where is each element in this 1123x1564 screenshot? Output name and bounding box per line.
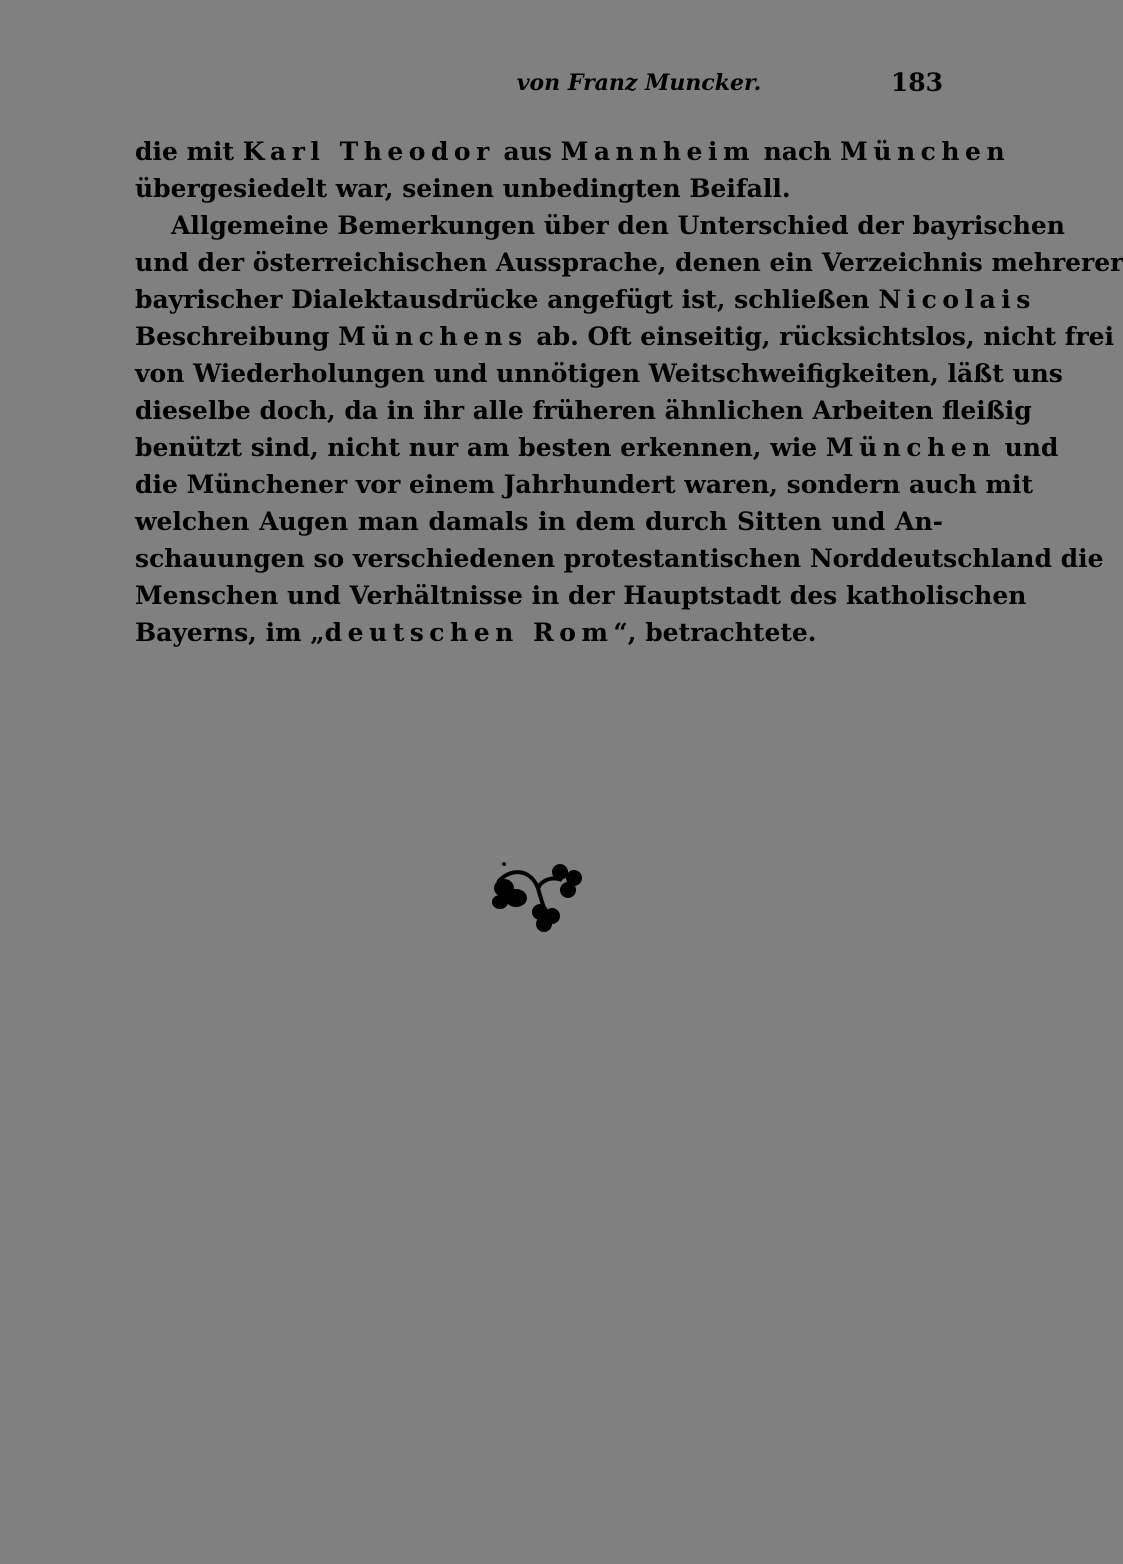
text-run: “, betrachtete. (613, 618, 817, 647)
text-line (135, 207, 1065, 244)
text-line (135, 429, 1059, 466)
text-line (135, 540, 1104, 577)
text-line (135, 281, 1036, 318)
spaced-emphasis: Karl Theodor (242, 137, 495, 166)
text-run: Bayerns, im „ (135, 618, 325, 647)
text-line (135, 503, 943, 540)
text-run: dieselbe doch, da in ihr alle früheren ähnlichen Arbeiten fleißig (135, 396, 1032, 425)
text-line (135, 466, 1034, 503)
text-line (135, 244, 1123, 281)
text-run: Allgemeine Bemerkungen über den Unterschied der bayrischen (171, 211, 1065, 240)
page-number: 183 (890, 68, 943, 97)
text-run: benützt sind, nicht nur am besten erkennen, wie (135, 433, 826, 462)
text-line (135, 614, 943, 651)
text-run: bayrischer Dialektausdrücke angefügt ist, schließen (135, 285, 879, 314)
text-line (135, 577, 1027, 614)
text-run: die Münchener vor einem Jahrhundert waren, sondern auch mit (135, 470, 1034, 499)
text-run: nach (754, 137, 841, 166)
spaced-emphasis: Nicolais (878, 285, 1036, 314)
cloverleaf-ornament-icon (490, 858, 586, 932)
text-line (135, 318, 1115, 355)
text-line (135, 355, 1063, 392)
text-line (135, 170, 943, 207)
spaced-emphasis: München (840, 137, 1011, 166)
text-run: und (995, 433, 1059, 462)
text-run: die mit (135, 137, 243, 166)
text-run: aus (494, 137, 561, 166)
body-text (135, 133, 1123, 651)
text-line (135, 133, 1011, 170)
spaced-emphasis: München (825, 433, 996, 462)
spaced-emphasis: deutschen Rom (324, 618, 614, 647)
text-run: welchen Augen man damals in dem durch Sitten und An- (135, 507, 943, 536)
text-run: ab. Oft einseitig, rücksichtslos, nicht frei (527, 322, 1115, 351)
text-line (135, 392, 1032, 429)
text-run: von Wiederholungen und unnötigen Weitschweifigkeiten, läßt uns (135, 359, 1063, 388)
running-head: von Franz Muncker. (516, 70, 762, 96)
text-run: Menschen und Verhältnisse in der Hauptstadt des katholischen (135, 581, 1027, 610)
spaced-emphasis: Münchens (338, 322, 528, 351)
spaced-emphasis: Mannheim (560, 137, 755, 166)
text-run: und der österreichischen Aussprache, denen ein Verzeichnis mehrerer (135, 248, 1123, 277)
text-run: Beschreibung (135, 322, 339, 351)
text-run: schauungen so verschiedenen protestantischen Norddeutschland die (135, 544, 1104, 573)
text-run: übergesiedelt war, seinen unbedingten Beifall. (135, 174, 791, 203)
page-header (135, 70, 943, 110)
